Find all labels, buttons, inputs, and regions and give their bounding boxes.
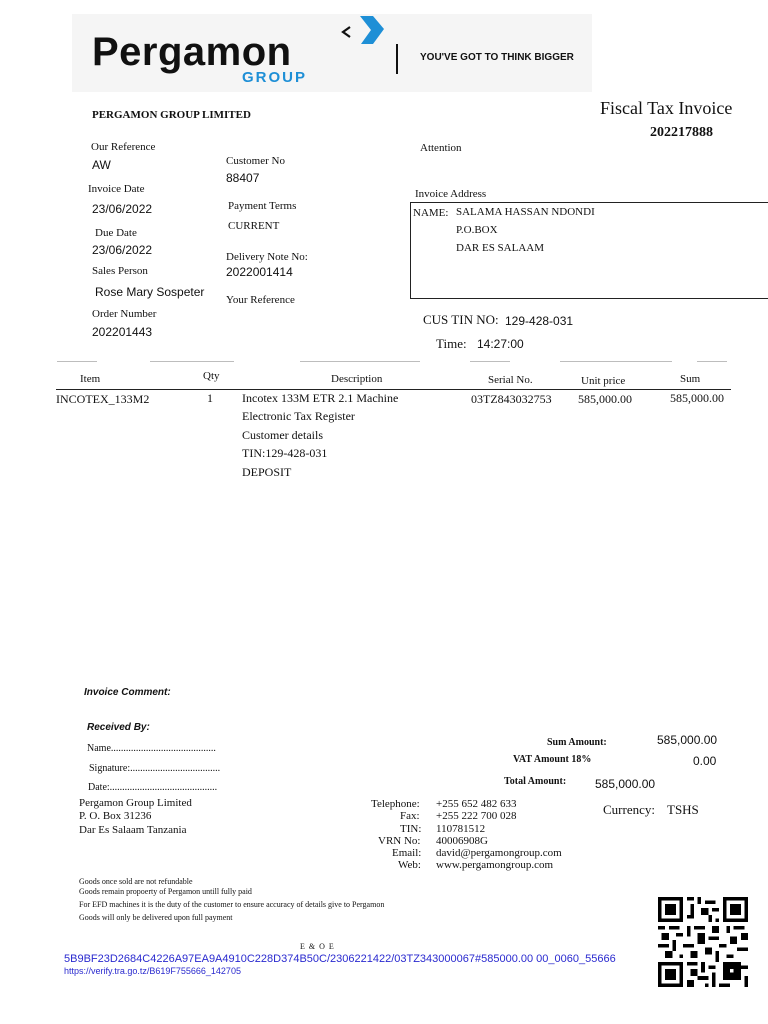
- attention-label: Attention: [420, 142, 462, 154]
- sales-person-value: Rose Mary Sospeter: [95, 285, 205, 299]
- table-header-rule: [56, 389, 731, 390]
- invoice-date-label: Invoice Date: [88, 183, 145, 195]
- company-name: PERGAMON GROUP LIMITED: [92, 109, 251, 121]
- table-header-serial: Serial No.: [488, 374, 533, 386]
- logo-divider: [396, 44, 398, 74]
- web-value[interactable]: www.pergamongroup.com: [436, 859, 554, 871]
- total-amount-label: Total Amount:: [504, 776, 567, 787]
- company-logo-subtext: GROUP: [242, 69, 308, 86]
- verification-url[interactable]: https://verify.tra.go.tz/B619F755666_142705: [64, 966, 241, 976]
- sum-amount-value: 585,000.00: [657, 733, 718, 747]
- customer-no-value: 88407: [226, 171, 260, 185]
- row-description-line: Electronic Tax Register: [242, 409, 355, 423]
- note-line: Goods remain propoerty of Pergamon untill fully paid: [79, 887, 252, 896]
- telephone-value: +255 652 482 633: [436, 798, 517, 810]
- delivery-note-value: 2022001414: [226, 265, 293, 279]
- table-header-description: Description: [331, 373, 383, 385]
- table-header-unit-price: Unit price: [581, 375, 626, 387]
- received-signature-line: Signature:....................................: [89, 763, 221, 774]
- row-description-line: Incotex 133M ETR 2.1 Machine: [242, 391, 399, 405]
- order-number-label: Order Number: [92, 308, 157, 320]
- address-name: SALAMA HASSAN NDONDI: [456, 206, 595, 218]
- currency-value: TSHS: [667, 802, 699, 817]
- row-description-line: Customer details: [242, 428, 323, 442]
- address-line-1: P.O.BOX: [456, 224, 498, 236]
- column-separator: [470, 361, 510, 362]
- order-number-value: 202201443: [92, 325, 153, 339]
- fax-label: Fax:: [400, 810, 420, 822]
- column-separator: [150, 361, 234, 362]
- row-description-line: TIN:129-428-031: [242, 446, 328, 460]
- footer-city: Dar Es Salaam Tanzania: [79, 824, 187, 836]
- row-qty: 1: [207, 391, 213, 405]
- received-name-line: Name..........................................: [87, 743, 216, 754]
- invoice-address-label: Invoice Address: [415, 188, 487, 200]
- sales-person-label: Sales Person: [92, 265, 148, 277]
- currency-label: Currency:: [603, 802, 655, 817]
- time-label: Time:: [436, 336, 467, 351]
- vrn-label: VRN No:: [378, 835, 421, 847]
- row-unit-price: 585,000.00: [578, 392, 632, 406]
- payment-terms-value: CURRENT: [228, 220, 280, 232]
- vat-amount-value: 0.00: [693, 754, 717, 768]
- delivery-note-label: Delivery Note No:: [226, 251, 308, 263]
- row-serial: 03TZ843032753: [471, 392, 552, 406]
- eoe-text: E & O E: [300, 942, 335, 951]
- cus-tin-value: 129-428-031: [505, 314, 574, 328]
- received-date-line: Date:...........................................: [88, 782, 218, 793]
- invoice-title: Fiscal Tax Invoice: [600, 98, 733, 118]
- note-line: Goods will only be delivered upon full payment: [79, 913, 233, 922]
- our-reference-label: Our Reference: [91, 141, 156, 153]
- total-amount-value: 585,000.00: [595, 777, 656, 791]
- vat-amount-label: VAT Amount 18%: [513, 754, 592, 765]
- address-name-label: NAME:: [413, 207, 449, 219]
- email-label: Email:: [392, 847, 422, 859]
- tin-label: TIN:: [400, 823, 422, 835]
- cus-tin-label: CUS TIN NO:: [423, 312, 499, 327]
- row-sum: 585,000.00: [670, 391, 724, 405]
- column-separator: [697, 361, 727, 362]
- telephone-label: Telephone:: [371, 798, 420, 810]
- web-label: Web:: [398, 859, 421, 871]
- sum-amount-label: Sum Amount:: [547, 737, 607, 748]
- invoice-comment-label: Invoice Comment:: [84, 687, 171, 698]
- table-header-qty: Qty: [203, 370, 220, 382]
- invoice-date-value: 23/06/2022: [92, 202, 153, 216]
- column-separator: [300, 361, 420, 362]
- company-slogan: YOU'VE GOT TO THINK BIGGER: [420, 52, 574, 63]
- due-date-value: 23/06/2022: [92, 243, 153, 257]
- customer-no-label: Customer No: [226, 155, 285, 167]
- verification-code: 5B9BF23D2684C4226A97EA9A4910C228D374B50C/2306221422/03TZ343000067#585000.00 00_0060_55666: [64, 953, 616, 965]
- row-item: INCOTEX_133M2: [56, 392, 150, 406]
- column-separator: [57, 361, 97, 362]
- received-by-title: Received By:: [87, 722, 150, 733]
- footer-pobox: P. O. Box 31236: [79, 810, 152, 822]
- invoice-number: 202217888: [650, 125, 713, 140]
- your-reference-label: Your Reference: [226, 294, 295, 306]
- payment-terms-label: Payment Terms: [228, 200, 297, 212]
- column-separator: [560, 361, 672, 362]
- fax-value: +255 222 700 028: [436, 810, 517, 822]
- company-logo-text: Pergamon: [92, 30, 292, 74]
- note-line: Goods once sold are not refundable: [79, 877, 193, 886]
- note-line: For EFD machines it is the duty of the customer to ensure accuracy of details give to Pergamon: [79, 900, 385, 909]
- email-value[interactable]: david@pergamongroup.com: [436, 847, 562, 859]
- table-header-item: Item: [80, 373, 101, 385]
- table-header-sum: Sum: [680, 373, 701, 385]
- address-line-2: DAR ES SALAAM: [456, 242, 545, 254]
- row-description-line: DEPOSIT: [242, 465, 292, 479]
- vrn-value: 40006908G: [436, 835, 488, 847]
- due-date-label: Due Date: [95, 227, 137, 239]
- footer-company: Pergamon Group Limited: [79, 797, 192, 809]
- time-value: 14:27:00: [477, 337, 524, 351]
- logo-chevron-icon: [340, 14, 392, 48]
- our-reference-value: AW: [92, 158, 111, 172]
- verification-qr-code: [658, 897, 748, 987]
- tin-value: 110781512: [436, 823, 486, 835]
